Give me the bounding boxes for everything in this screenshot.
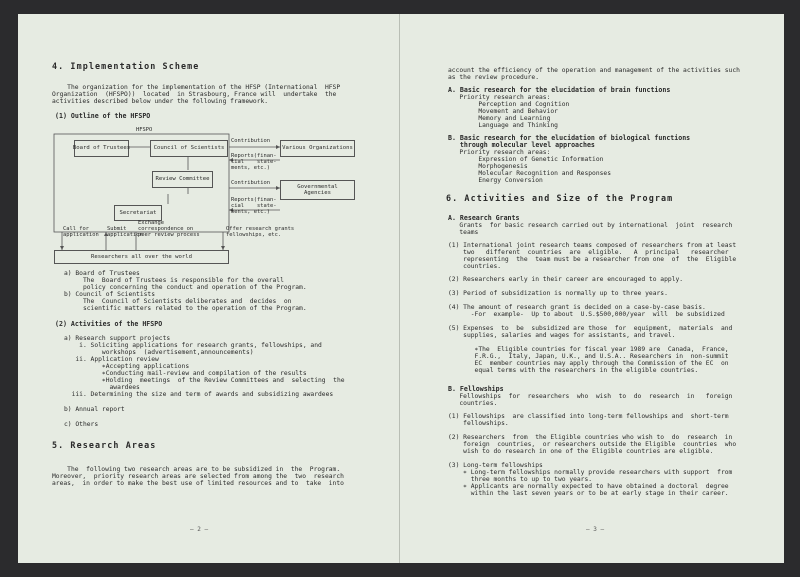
text-line: (3) Long-term fellowships xyxy=(448,462,543,469)
text-line: Organization (HFSPO)) located in Strasbourg, France will undertake the xyxy=(52,91,337,98)
text-line: Perception and Cognition xyxy=(448,101,570,108)
text-line: equal terms with the researchers in the eligible countries. xyxy=(448,367,699,374)
others-item: c) Others xyxy=(64,421,99,428)
annual-report-item: b) Annual report xyxy=(64,406,125,413)
area-b-title-cont: through molecular level approaches xyxy=(448,141,595,149)
text-line: (4) The amount of research grant is decided on a case-by-case basis. xyxy=(448,304,706,311)
outline-heading: (1) Outline of the HFSPO xyxy=(55,112,151,120)
text-line: Priority research areas: xyxy=(448,149,551,156)
text-line: wish to do research in one of the Eligible countries are eligible. xyxy=(448,448,714,455)
text-line: ∗Holding meetings of the Review Committees and selecting the xyxy=(64,377,345,384)
text-line: The Council of Scientists deliberates and decides on xyxy=(64,298,292,305)
hfspo-label: HFSPO xyxy=(136,127,153,133)
text-line: as the review procedure. xyxy=(448,74,539,81)
text-line: ∗Conducting mail-review and compilation of the results xyxy=(64,370,307,377)
secretariat-box: Secretariat xyxy=(114,205,162,221)
governmental-agencies-box: Governmental Agencies xyxy=(280,180,355,200)
text-line: i. Soliciting applications for research grants, fellowships, and xyxy=(64,342,322,349)
text-line: countries. xyxy=(448,263,502,270)
page-number: — 2 — xyxy=(190,526,209,533)
text-line: ∗The Eligible countries for fiscal year 1989 are Canada, France, xyxy=(448,346,729,353)
text-line: F.R.G., Italy, Japan, U.K., and U.S.A.. Researchers in non-summit xyxy=(448,353,729,360)
offer-grants-label: Offer research grants fellowships, etc. xyxy=(226,226,295,238)
text-line: ∗ Applicants are normally expected to have obtained a doctoral degree xyxy=(448,483,729,490)
text-line: account the efficiency of the operation and management of the activities such xyxy=(448,67,740,74)
text-line: activities described below under the following framework. xyxy=(52,98,269,105)
call-for-application-label: Call for application xyxy=(63,226,99,238)
text-line: areas, in order to make the best use of limited resources and to take into xyxy=(52,480,344,487)
text-line: Molecular Recognition and Responses xyxy=(448,170,612,177)
text-line: policy concerning the conduct and operation of the Program. xyxy=(64,284,307,291)
text-line: -For example- Up to about U.S.$500,000/year will be subsidized xyxy=(448,311,725,318)
text-line: The Board of Trustees is responsible for the overall xyxy=(64,277,284,284)
heading-research-areas: 5. Research Areas xyxy=(52,440,157,450)
various-organizations-box: Various Organizations xyxy=(280,140,355,157)
area-a-title: A. Basic research for the elucidation of brain functions xyxy=(448,86,671,94)
text-line: representing the team must be a researcher from one of the Eligible xyxy=(448,256,737,263)
text-line: Memory and Learning xyxy=(448,115,551,122)
text-line: Priority research areas: xyxy=(448,94,551,101)
text-line: workshops (advertisement,announcements) xyxy=(64,349,254,356)
text-line: Movement and Behavior xyxy=(448,108,558,115)
text-line: within the last seven years or to be at early stage in their career. xyxy=(448,490,729,497)
text-line: (2) Researchers early in their career are encouraged to apply. xyxy=(448,276,684,283)
text-line: supplies, salaries and wages for assistants, and travel. xyxy=(448,332,676,339)
area-b-title: B. Basic research for the elucidation of biological functions xyxy=(448,134,691,142)
contribution-label: Contribution xyxy=(231,180,270,186)
text-line: Expression of Genetic Information xyxy=(448,156,604,163)
text-line: Fellowships for researchers who wish to do research in foreign xyxy=(448,393,733,400)
contribution-label: Contribution xyxy=(231,138,270,144)
heading-activities-size: 6. Activities and Size of the Program xyxy=(446,193,674,203)
research-grants-title: A. Research Grants xyxy=(448,214,520,222)
text-line: foreign countries, or researchers outside the Eligible countries who xyxy=(448,441,737,448)
text-line: Language and Thinking xyxy=(448,122,558,129)
text-line: (5) Expenses to be subsidized are those for equipment, materials and xyxy=(448,325,733,332)
text-line: The organization for the implementation of the HFSP (International HFSP xyxy=(52,84,341,91)
text-line: ii. Application review xyxy=(64,356,159,363)
text-line: awardees xyxy=(64,384,140,391)
text-line: ∗Accepting applications xyxy=(64,363,190,370)
text-line: Morphogenesis xyxy=(448,163,528,170)
review-committee-box: Review Committee xyxy=(152,171,213,188)
text-line: Grants for basic research carried out by international joint research xyxy=(448,222,733,229)
text-line: teams xyxy=(448,229,479,236)
text-line: three months to up to two years. xyxy=(448,476,593,483)
text-line: countries. xyxy=(448,400,498,407)
text-line: (1) Fellowships are classified into long-term fellowships and short-term xyxy=(448,413,729,420)
text-line: b) Council of Scientists xyxy=(64,291,155,298)
text-line: (1) International joint research teams composed of researchers from at least xyxy=(448,242,737,249)
text-line: Energy Conversion xyxy=(448,177,543,184)
text-line: fellowships. xyxy=(448,420,509,427)
text-line: EC member countries may apply through the Commission of the EC on xyxy=(448,360,729,367)
council-of-scientists-box: Council of Scientists xyxy=(150,140,228,157)
text-line: a) Board of Trustees xyxy=(64,270,140,277)
reports-label: Reports(finan- cial state- ments, etc.) xyxy=(231,153,277,171)
exchange-correspondence-label: Exchange correspondence on peer review process xyxy=(138,220,200,238)
text-line: (3) Period of subsidization is normally up to three years. xyxy=(448,290,668,297)
text-line: (2) Researchers from the Eligible countries who wish to do research in xyxy=(448,434,733,441)
text-line: scientific matters related to the operation of the Program. xyxy=(64,305,307,312)
fellowships-title: B. Fellowships xyxy=(448,385,504,393)
reports-label: Reports(finan- cial state- ments, etc.) xyxy=(231,197,277,215)
text-line: ∗ Long-term fellowships normally provide researchers with support from xyxy=(448,469,733,476)
right-page xyxy=(400,14,784,563)
researchers-box: Researchers all over the world xyxy=(54,250,229,264)
board-of-trustees-box: Board of Trustees xyxy=(74,140,129,157)
heading-implementation-scheme: 4. Implementation Scheme xyxy=(52,61,200,71)
text-line: a) Research support projects xyxy=(64,335,171,342)
text-line: two different countries are eligible. A principal researcher xyxy=(448,249,729,256)
submit-application-label: Submit application xyxy=(107,226,143,238)
text-line: Moreover, priority research areas are selected from among the two research xyxy=(52,473,344,480)
text-line: The following two research areas are to be subsidized in the Program. xyxy=(52,466,341,473)
page-number: — 3 — xyxy=(586,526,605,533)
left-page xyxy=(18,14,400,563)
text-line: iii. Determining the size and term of awards and subsidizing awardees xyxy=(64,391,334,398)
activities-heading: (2) Activities of the HFSPO xyxy=(55,320,163,328)
